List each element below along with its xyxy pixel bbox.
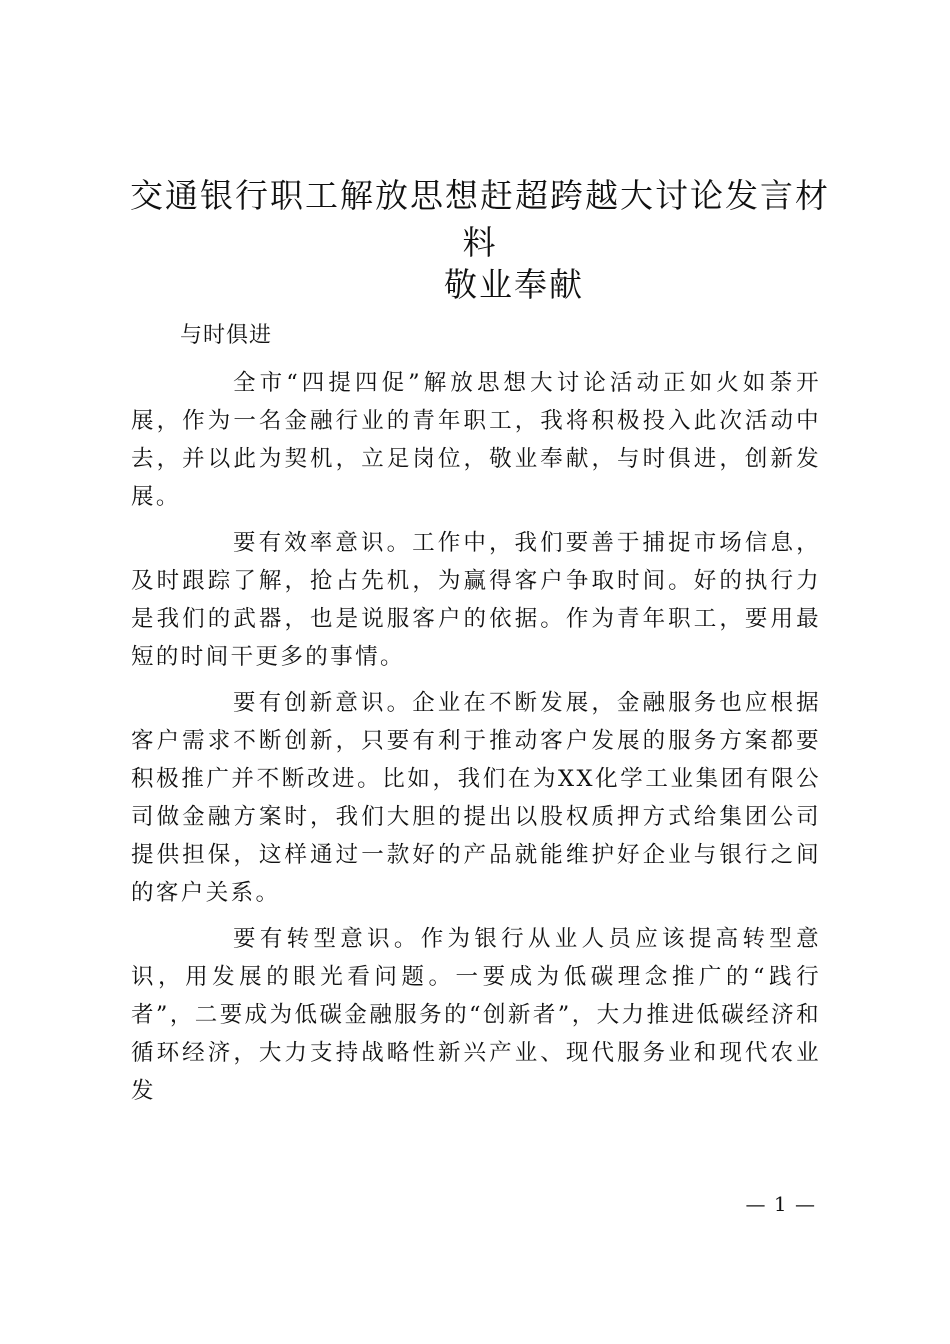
document-subtitle: 敬业奉献 (444, 265, 584, 304)
body-text (131, 364, 821, 1118)
paragraph-innovation: 要有创新意识。企业在不断发展，金融服务也应根据客户需求不断创新，只要有利于推动客户发展的服务方案都要积极推广并不断改进。比如，我们在为XX化学工业集团有限公司做金融方案时，我们大胆的提出以股权质押方式给集团公司提供担保，这样通过一款好的产品就能维护好企业与银行之间的客户关系。 (131, 690, 821, 906)
subtitle-continuation: 与时俱进 (180, 323, 273, 348)
paragraph-transformation: 要有转型意识。作为银行从业人员应该提高转型意识，用发展的眼光看问题。一要成为低碳理念推广的“践行者”，二要成为低碳金融服务的“创新者”，大力推进低碳经济和循环经济，大力支持战略性新兴产业、现代服务业和现代农业发 (131, 926, 821, 1104)
page-number: — 1 — (745, 1192, 816, 1216)
document-title: 交通银行职工解放思想赶超跨越大讨论发言材料 (130, 176, 830, 262)
paragraph-efficiency: 要有效率意识。工作中，我们要善于捕捉市场信息，及时跟踪了解，抢占先机，为赢得客户争取时间。好的执行力是我们的武器，也是说服客户的依据。作为青年职工，要用最短的时间干更多的事情。 (131, 530, 821, 670)
paragraph-intro: 全市“四提四促”解放思想大讨论活动正如火如荼开展，作为一名金融行业的青年职工，我将积极投入此次活动中去，并以此为契机，立足岗位，敬业奉献，与时俱进，创新发展。 (131, 370, 821, 510)
